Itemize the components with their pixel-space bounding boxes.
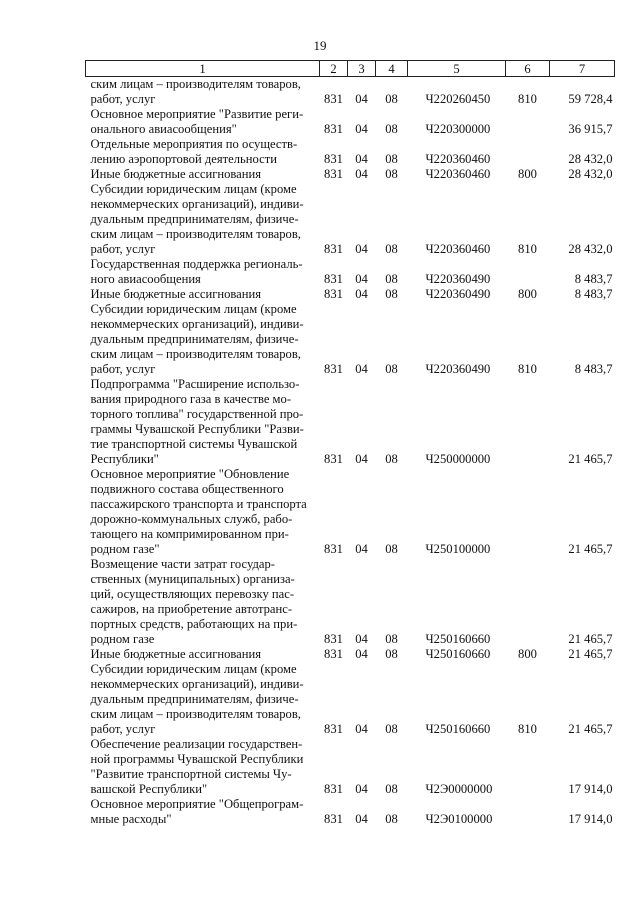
ministry-code: 831 — [324, 242, 343, 256]
target-article-code: Ч220360460 — [425, 167, 491, 181]
expense-type-code: 800 — [518, 647, 537, 661]
subsection-code: 08 — [385, 167, 398, 181]
expense-type-code: 800 — [518, 287, 537, 301]
section-code: 04 — [355, 722, 368, 736]
subsection-code: 08 — [385, 647, 398, 661]
target-article-code: Ч250100000 — [425, 542, 491, 556]
subsection-code: 08 — [385, 782, 398, 796]
subsection-code: 08 — [385, 542, 398, 556]
amount: 21 465,7 — [568, 452, 613, 466]
subsection-code: 08 — [385, 452, 398, 466]
table-body — [86, 77, 615, 828]
expense-type-code — [506, 137, 550, 167]
expense-type-code: 810 — [518, 242, 537, 256]
row-name: Обеспечение реализации государствен- ной программы Чувашской Республики "Развитие транспортной системы Чу- вашской Республики" — [90, 737, 304, 796]
table-row — [86, 287, 615, 302]
subsection-code: 08 — [385, 242, 398, 256]
section-code: 04 — [355, 287, 368, 301]
ministry-code: 831 — [324, 287, 343, 301]
column-header-2: 2 — [320, 61, 348, 77]
expense-type-code: 810 — [518, 722, 537, 736]
target-article-code: Ч220360490 — [425, 362, 491, 376]
ministry-code: 831 — [324, 782, 343, 796]
amount: 28 432,0 — [568, 242, 613, 256]
amount: 28 432,0 — [568, 152, 613, 166]
section-code: 04 — [355, 152, 368, 166]
row-name: Основное мероприятие "Общепрограм- мные расходы" — [90, 797, 304, 826]
ministry-code: 831 — [324, 542, 343, 556]
section-code: 04 — [355, 782, 368, 796]
ministry-code: 831 — [324, 152, 343, 166]
ministry-code: 831 — [324, 272, 343, 286]
target-article-code: Ч2Э0100000 — [425, 812, 493, 826]
subsection-code: 08 — [385, 812, 398, 826]
expense-type-code — [506, 377, 550, 467]
target-article-code: Ч220360460 — [425, 242, 491, 256]
expense-type-code — [506, 737, 550, 797]
ministry-code: 831 — [324, 167, 343, 181]
amount: 17 914,0 — [568, 782, 613, 796]
subsection-code: 08 — [385, 122, 398, 136]
header-row — [86, 61, 615, 77]
table-row — [86, 797, 615, 827]
table-row — [86, 77, 615, 108]
amount: 8 483,7 — [574, 287, 613, 301]
expense-type-code — [506, 467, 550, 557]
table-row — [86, 302, 615, 377]
table-row — [86, 137, 615, 167]
section-code: 04 — [355, 542, 368, 556]
table-row — [86, 737, 615, 797]
expense-type-code: 810 — [518, 362, 537, 376]
table-row — [86, 467, 615, 557]
table-row — [86, 377, 615, 467]
subsection-code: 08 — [385, 152, 398, 166]
amount: 21 465,7 — [568, 647, 613, 661]
section-code: 04 — [355, 632, 368, 646]
target-article-code: Ч220360490 — [425, 272, 491, 286]
expense-type-code — [506, 107, 550, 137]
amount: 36 915,7 — [568, 122, 613, 136]
target-article-code: Ч220360460 — [425, 152, 491, 166]
target-article-code: Ч2Э0000000 — [425, 782, 493, 796]
target-article-code: Ч220360490 — [425, 287, 491, 301]
section-code: 04 — [355, 242, 368, 256]
column-header-5: 5 — [408, 61, 506, 77]
expense-type-code — [506, 797, 550, 827]
ministry-code: 831 — [324, 452, 343, 466]
ministry-code: 831 — [324, 722, 343, 736]
subsection-code: 08 — [385, 362, 398, 376]
subsection-code: 08 — [385, 287, 398, 301]
amount: 21 465,7 — [568, 542, 613, 556]
column-header-7: 7 — [550, 61, 615, 77]
expense-type-code: 800 — [518, 167, 537, 181]
row-name: Иные бюджетные ассигнования — [90, 287, 262, 301]
target-article-code: Ч250160660 — [425, 722, 491, 736]
target-article-code: Ч250160660 — [425, 632, 491, 646]
budget-table — [85, 60, 615, 827]
table-row — [86, 182, 615, 257]
row-name: Субсидии юридическим лицам (кроме некоммерческих организаций), индиви- дуальным предпринимателям, физиче- ским лицам – производителям товаров, работ, услуг — [90, 662, 304, 736]
ministry-code: 831 — [324, 632, 343, 646]
page-number: 19 — [313, 38, 327, 53]
row-name: ским лицам – производителям товаров, работ, услуг — [90, 77, 301, 106]
table-header — [86, 61, 615, 77]
table-row — [86, 167, 615, 182]
row-name: Подпрограмма "Расширение использо- вания природного газа в качестве мо- торного топлива" государственной про- граммы Чувашской Республики "Разви- тие транспортной системы Чувашской Республики" — [90, 377, 304, 466]
section-code: 04 — [355, 362, 368, 376]
amount: 28 432,0 — [568, 167, 613, 181]
row-name: Иные бюджетные ассигнования — [90, 167, 262, 181]
row-name: Отдельные мероприятия по осуществ- лению аэропортовой деятельности — [90, 137, 298, 166]
amount: 8 483,7 — [574, 362, 613, 376]
section-code: 04 — [355, 272, 368, 286]
subsection-code: 08 — [385, 92, 398, 106]
section-code: 04 — [355, 812, 368, 826]
amount: 21 465,7 — [568, 722, 613, 736]
row-name: Основное мероприятие "Обновление подвижного состава общественного пассажирского транспорта и транспорта дорожно-коммунальных служб, рабо- тающего на компримированном при- родном газе" — [90, 467, 307, 556]
subsection-code: 08 — [385, 272, 398, 286]
expense-type-code — [506, 257, 550, 287]
row-name: Государственная поддержка региональ- ного авиасообщения — [90, 257, 303, 286]
row-name: Субсидии юридическим лицам (кроме некоммерческих организаций), индиви- дуальным предпринимателям, физиче- ским лицам – производителям товаров, работ, услуг — [90, 302, 304, 376]
section-code: 04 — [355, 647, 368, 661]
target-article-code: Ч250160660 — [425, 647, 491, 661]
row-name: Иные бюджетные ассигнования — [90, 647, 262, 661]
ministry-code: 831 — [324, 92, 343, 106]
ministry-code: 831 — [324, 647, 343, 661]
amount: 59 728,4 — [568, 92, 613, 106]
table-row — [86, 107, 615, 137]
target-article-code: Ч220260450 — [425, 92, 491, 106]
subsection-code: 08 — [385, 632, 398, 646]
target-article-code: Ч220300000 — [425, 122, 491, 136]
ministry-code: 831 — [324, 812, 343, 826]
expense-type-code: 810 — [518, 92, 537, 106]
section-code: 04 — [355, 92, 368, 106]
amount: 21 465,7 — [568, 632, 613, 646]
amount: 17 914,0 — [568, 812, 613, 826]
ministry-code: 831 — [324, 122, 343, 136]
row-name: Основное мероприятие "Развитие реги- онального авиасообщения" — [90, 107, 304, 136]
row-name: Возмещение части затрат государ- ственных (муниципальных) организа- ций, осуществляющих перевозку пас- сажиров, на приобретение автотранс- портных средств, работающих на при- родном газе — [90, 557, 298, 646]
expense-type-code — [506, 557, 550, 647]
table-row — [86, 257, 615, 287]
column-header-3: 3 — [348, 61, 376, 77]
column-header-4: 4 — [376, 61, 408, 77]
column-header-1: 1 — [86, 61, 320, 77]
section-code: 04 — [355, 167, 368, 181]
table-row — [86, 647, 615, 662]
table-row — [86, 662, 615, 737]
row-name: Субсидии юридическим лицам (кроме некоммерческих организаций), индиви- дуальным предпринимателям, физиче- ским лицам – производителям товаров, работ, услуг — [90, 182, 304, 256]
amount: 8 483,7 — [574, 272, 613, 286]
subsection-code: 08 — [385, 722, 398, 736]
section-code: 04 — [355, 452, 368, 466]
section-code: 04 — [355, 122, 368, 136]
table-row — [86, 557, 615, 647]
target-article-code: Ч250000000 — [425, 452, 491, 466]
ministry-code: 831 — [324, 362, 343, 376]
column-header-6: 6 — [506, 61, 550, 77]
